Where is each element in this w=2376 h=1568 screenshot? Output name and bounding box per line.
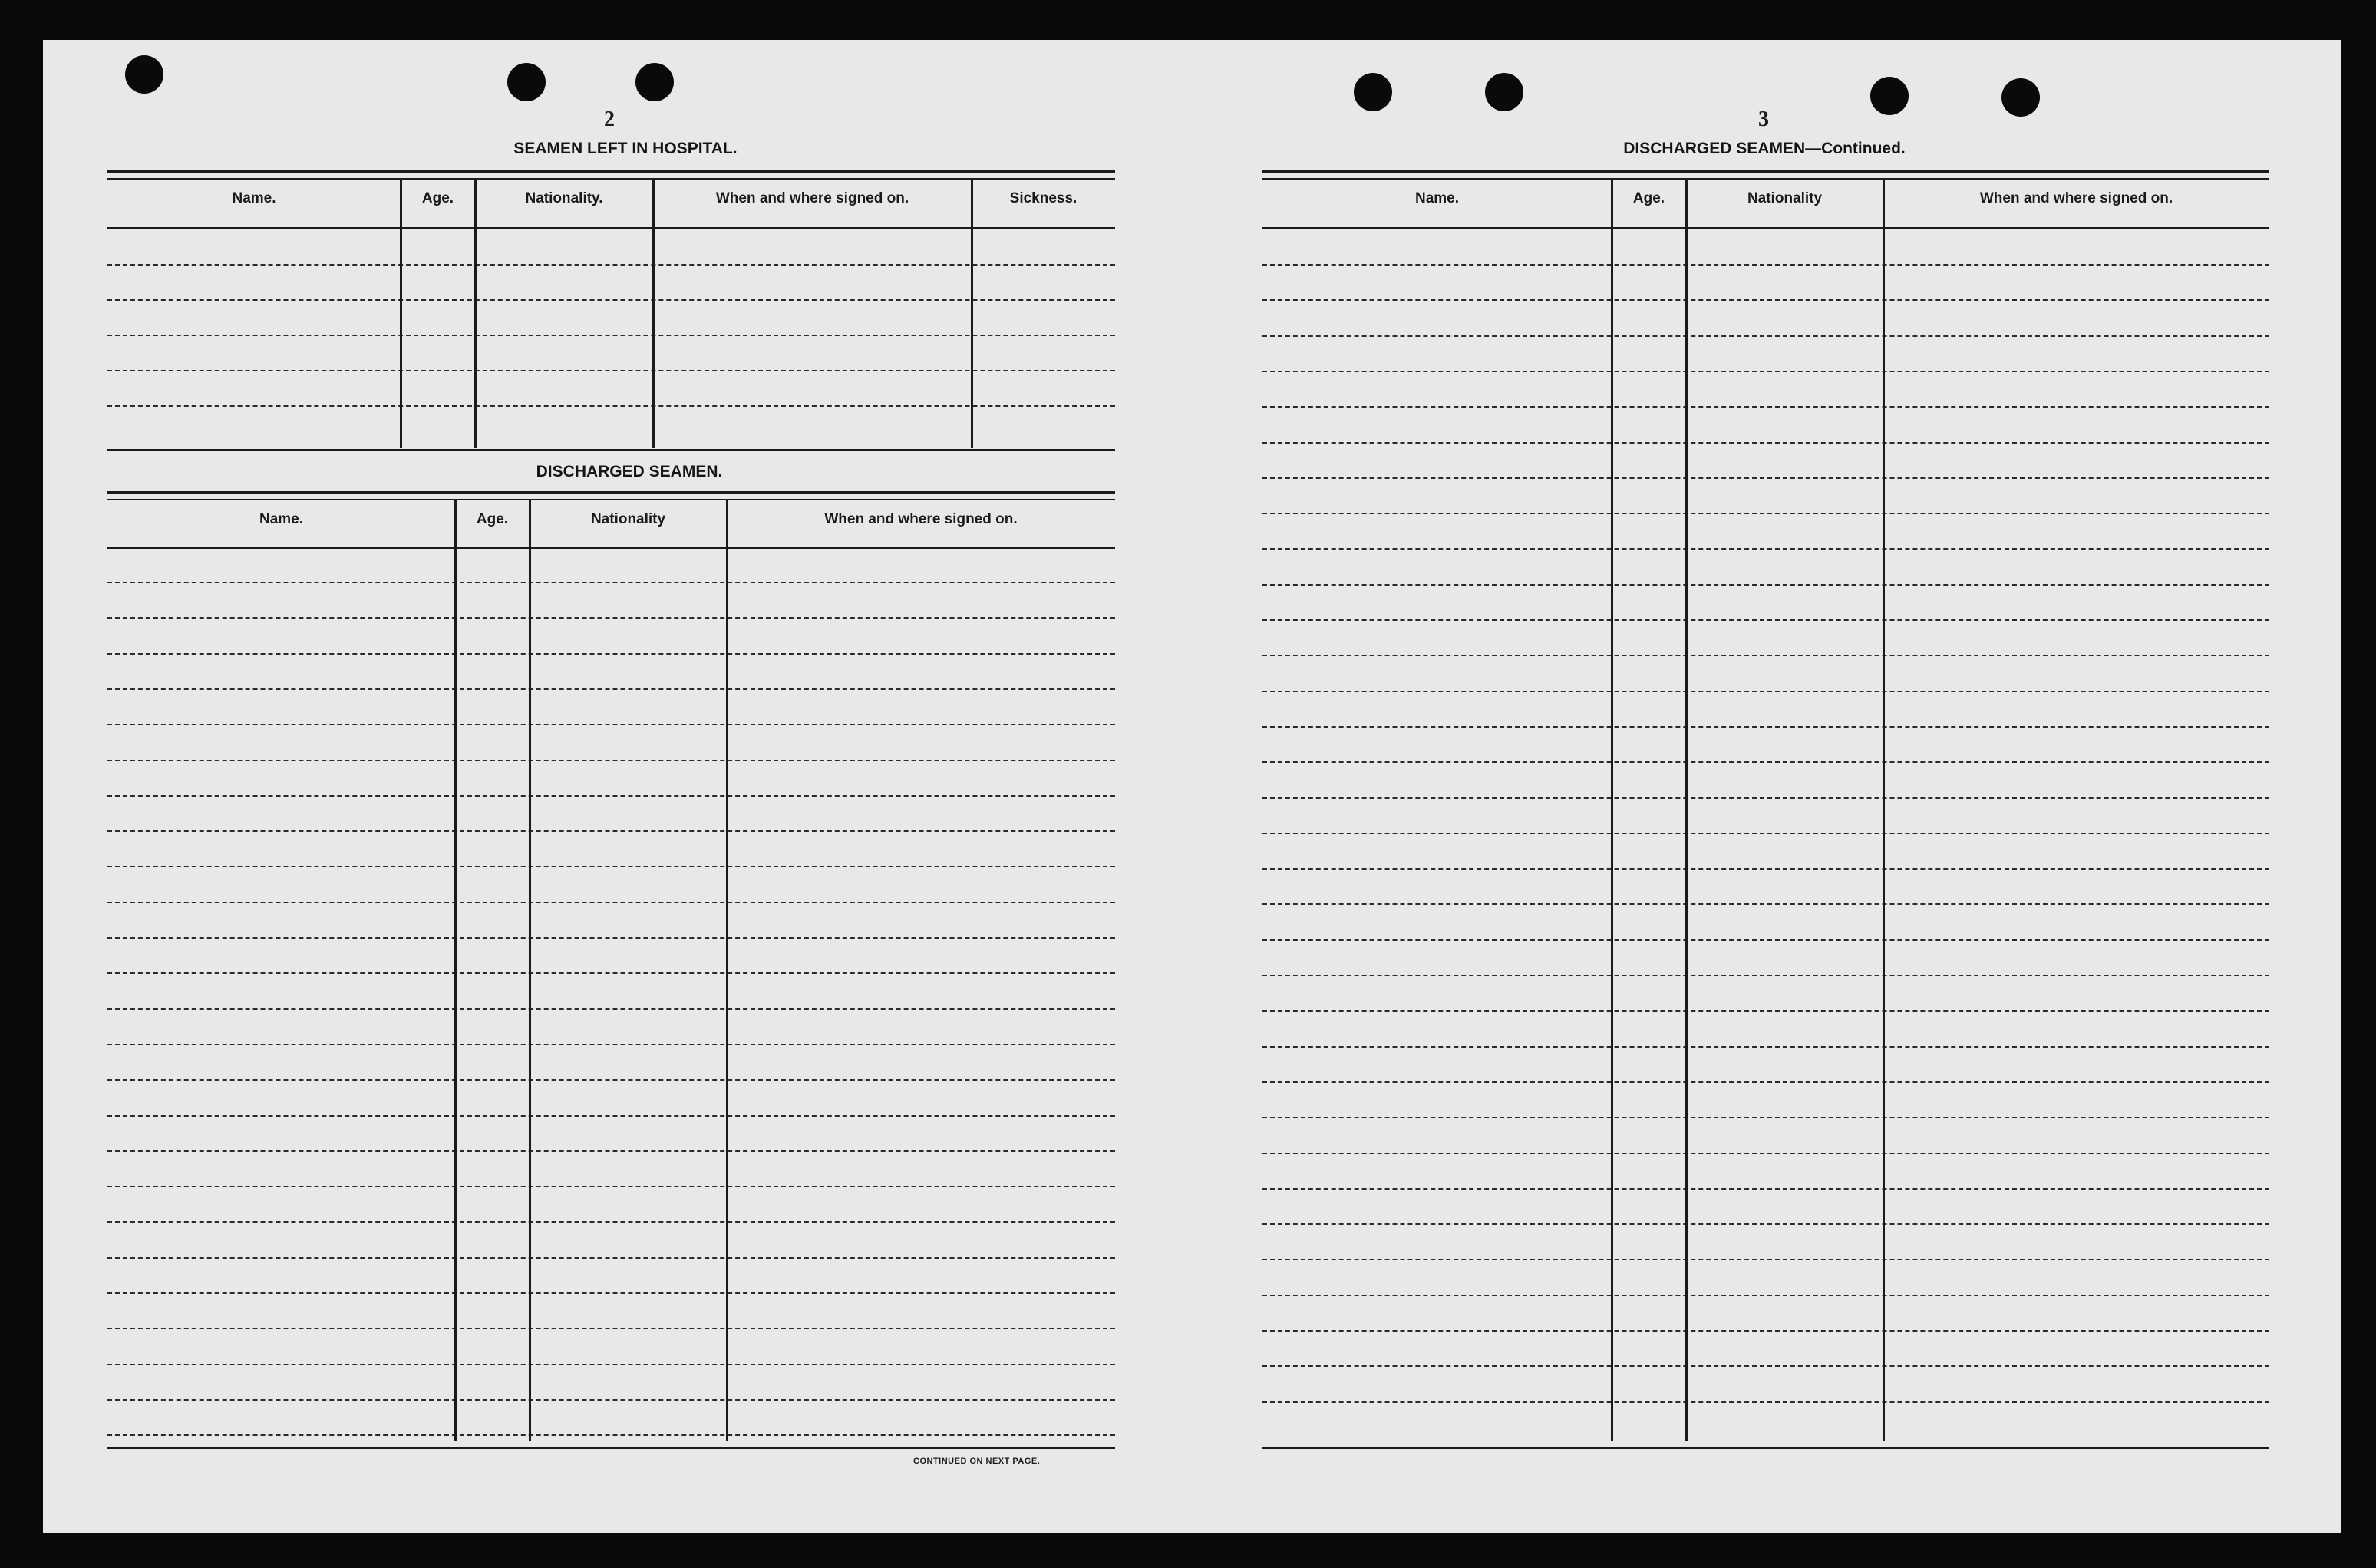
- rule: [1262, 1447, 2269, 1449]
- hospital-col-sickness: Sickness.: [1009, 190, 1077, 206]
- ruled-line: [1262, 619, 2269, 621]
- ruled-line: [107, 1399, 1115, 1401]
- ruled-line: [107, 1257, 1115, 1259]
- ruled-line: [107, 1292, 1115, 1294]
- ruled-line: [1262, 1330, 2269, 1332]
- ruled-line: [1262, 1081, 2269, 1083]
- ruled-line: [1262, 1365, 2269, 1367]
- column-divider: [1883, 180, 1885, 1441]
- ruled-line: [107, 370, 1115, 371]
- ruled-line: [1262, 1295, 2269, 1296]
- continued-col-age: Age.: [1632, 190, 1665, 206]
- ruled-line: [1262, 726, 2269, 728]
- ruled-line: [107, 902, 1115, 903]
- page-number-right: 3: [1758, 107, 1769, 131]
- ruled-line: [1262, 833, 2269, 834]
- column-divider: [529, 500, 531, 1441]
- column-divider: [1685, 180, 1688, 1441]
- continued-col-signed-on: When and where signed on.: [1979, 190, 2173, 206]
- rule: [107, 178, 1115, 180]
- rule: [1262, 170, 2269, 173]
- ruled-line: [107, 830, 1115, 832]
- ruled-line: [1262, 299, 2269, 301]
- ruled-line: [107, 1221, 1115, 1223]
- ruled-line: [1262, 1188, 2269, 1190]
- discharged-col-age: Age.: [476, 511, 509, 527]
- rule: [107, 170, 1115, 173]
- punch-hole: [1485, 73, 1523, 111]
- ruled-line: [107, 972, 1115, 974]
- header-underline: [1262, 227, 2269, 229]
- discharged-col-name: Name.: [259, 511, 304, 527]
- punch-hole: [125, 55, 163, 94]
- ruled-line: [107, 582, 1115, 583]
- hospital-col-name: Name.: [232, 190, 276, 206]
- column-divider: [474, 180, 477, 448]
- ruled-line: [107, 1115, 1115, 1117]
- continued-col-name: Name.: [1414, 190, 1460, 206]
- discharged-continued-title: DISCHARGED SEAMEN—Continued.: [1623, 140, 1906, 157]
- ruled-line: [1262, 975, 2269, 976]
- ruled-line: [1262, 442, 2269, 444]
- ruled-line: [107, 405, 1115, 407]
- ruled-line: [1262, 1223, 2269, 1225]
- ruled-line: [107, 795, 1115, 797]
- ruled-line: [1262, 264, 2269, 266]
- ruled-line: [107, 1364, 1115, 1365]
- ruled-line: [107, 299, 1115, 301]
- rule: [107, 449, 1115, 451]
- ruled-line: [1262, 1153, 2269, 1154]
- header-underline: [107, 547, 1115, 549]
- ruled-line: [1262, 1010, 2269, 1012]
- rule: [107, 499, 1115, 500]
- ruled-line: [107, 1079, 1115, 1081]
- ruled-line: [1262, 1117, 2269, 1118]
- ruled-line: [107, 617, 1115, 619]
- ruled-line: [107, 1186, 1115, 1187]
- column-divider: [1611, 180, 1613, 1441]
- ruled-line: [1262, 1259, 2269, 1260]
- rule: [107, 1447, 1115, 1449]
- column-divider: [400, 180, 402, 448]
- column-divider: [726, 500, 728, 1441]
- rule: [107, 491, 1115, 494]
- ruled-line: [1262, 691, 2269, 692]
- ruled-line: [1262, 371, 2269, 372]
- ruled-line: [107, 1044, 1115, 1045]
- ruled-line: [107, 866, 1115, 867]
- page-number-left: 2: [604, 107, 615, 131]
- rule: [1262, 178, 2269, 180]
- discharged-section-title: DISCHARGED SEAMEN.: [536, 463, 723, 480]
- ruled-line: [1262, 584, 2269, 586]
- ruled-line: [107, 1328, 1115, 1329]
- ruled-line: [107, 335, 1115, 336]
- continued-footer: CONTINUED ON NEXT PAGE.: [913, 1457, 1041, 1466]
- ruled-line: [107, 760, 1115, 761]
- punch-hole: [1354, 73, 1392, 111]
- ruled-line: [1262, 406, 2269, 408]
- ruled-line: [1262, 939, 2269, 941]
- ruled-line: [1262, 335, 2269, 337]
- hospital-col-age: Age.: [421, 190, 454, 206]
- ruled-line: [1262, 868, 2269, 870]
- ruled-line: [107, 1150, 1115, 1152]
- header-underline: [107, 227, 1115, 229]
- ruled-line: [107, 653, 1115, 655]
- ruled-line: [1262, 797, 2269, 799]
- hospital-col-signed-on: When and where signed on.: [715, 190, 909, 206]
- ruled-line: [1262, 477, 2269, 479]
- continued-col-nationality: Nationality: [1747, 190, 1823, 206]
- column-divider: [454, 500, 457, 1441]
- ruled-line: [1262, 761, 2269, 763]
- ruled-line: [1262, 513, 2269, 514]
- ruled-line: [107, 937, 1115, 939]
- ruled-line: [1262, 903, 2269, 905]
- column-divider: [971, 180, 973, 448]
- ruled-line: [1262, 1401, 2269, 1403]
- column-divider: [652, 180, 655, 448]
- ruled-line: [107, 264, 1115, 266]
- discharged-col-nationality: Nationality: [590, 511, 666, 527]
- ruled-line: [107, 724, 1115, 725]
- ruled-line: [107, 1008, 1115, 1010]
- ruled-line: [107, 688, 1115, 690]
- punch-hole: [2001, 78, 2040, 117]
- ruled-line: [1262, 1046, 2269, 1048]
- ruled-line: [1262, 655, 2269, 656]
- punch-hole: [1870, 77, 1909, 115]
- ruled-line: [1262, 548, 2269, 550]
- hospital-col-nationality: Nationality.: [525, 190, 603, 206]
- punch-hole: [635, 63, 674, 101]
- ruled-line: [107, 1434, 1115, 1436]
- punch-hole: [507, 63, 546, 101]
- hospital-section-title: SEAMEN LEFT IN HOSPITAL.: [513, 140, 738, 157]
- discharged-col-signed-on: When and where signed on.: [824, 511, 1018, 527]
